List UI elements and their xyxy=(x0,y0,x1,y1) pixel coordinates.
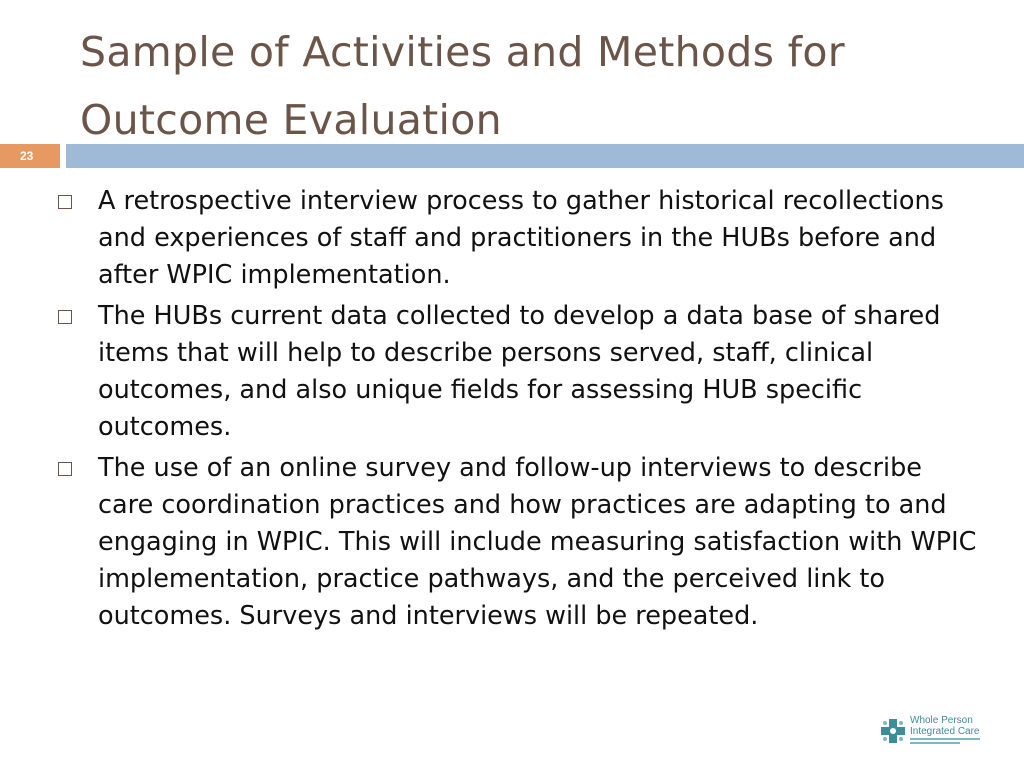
logo-wordmark xyxy=(910,715,990,737)
square-bullet-icon xyxy=(58,310,72,324)
whole-person-integrated-care-logo xyxy=(880,714,990,750)
title-line-1: Sample of Activities and Methods for xyxy=(80,28,845,76)
square-bullet-icon xyxy=(58,462,72,476)
title-line-2: Outcome Evaluation xyxy=(80,96,502,144)
list-item xyxy=(58,298,978,446)
bullet-text: The use of an online survey and follow-up interviews to describe care coordination practices and how practices are adapting to and engaging in WPIC. This will include measuring satisfaction with WPIC implementation, practice pathways, and the perceived link to outcomes. Surveys and interviews will be repeated. xyxy=(98,453,977,631)
square-bullet-icon xyxy=(58,195,72,209)
bullet-list xyxy=(58,183,978,639)
slide-number-badge: 23 xyxy=(0,144,60,168)
logo-fine-print xyxy=(910,738,990,744)
logo-line-2: Integrated Care xyxy=(910,726,980,737)
bullet-text: The HUBs current data collected to develop a data base of shared items that will help to describe persons served, staff, clinical outcomes, and also unique fields for assessing HUB specific outcomes. xyxy=(98,301,941,442)
slide-title xyxy=(80,18,980,154)
logo-line-1: Whole Person xyxy=(910,715,973,726)
cross-logo-icon xyxy=(880,718,906,744)
list-item xyxy=(58,183,978,294)
title-divider-bar xyxy=(66,144,1024,168)
bullet-text: A retrospective interview process to gather historical recollections and experiences of staff and practitioners in the HUBs before and after WPIC implementation. xyxy=(98,186,944,290)
list-item xyxy=(58,450,978,635)
